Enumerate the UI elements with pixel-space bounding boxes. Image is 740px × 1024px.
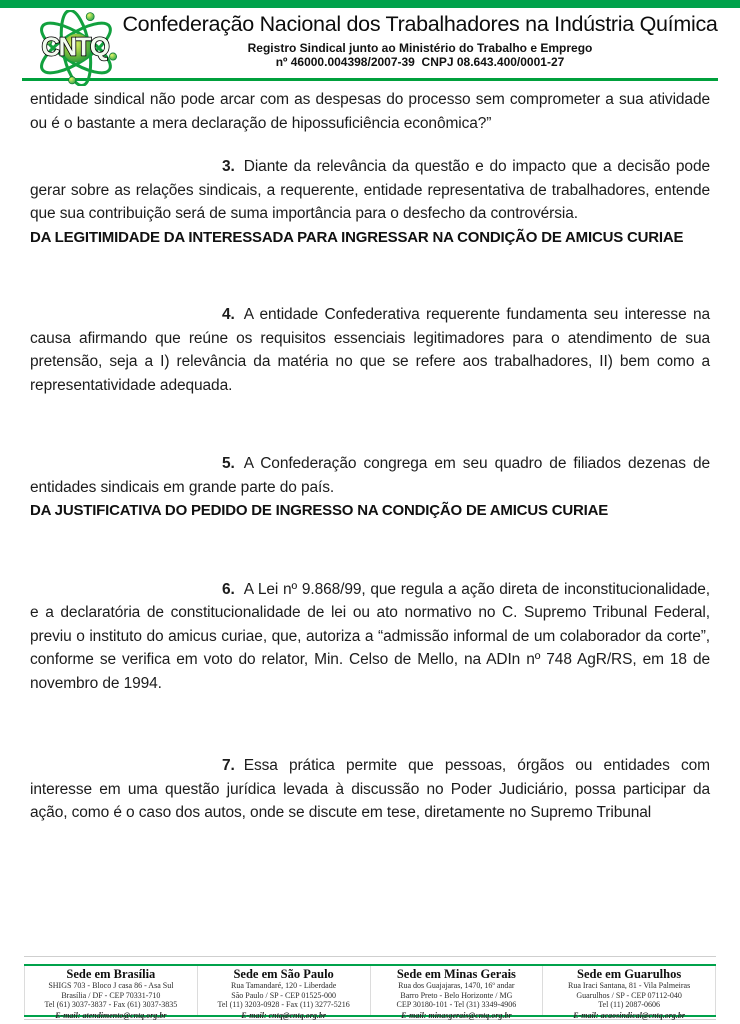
paragraph-number: 7. <box>222 757 235 774</box>
office-address-line: Barro Preto - Belo Horizonte / MG <box>400 990 513 1000</box>
paragraph-text: A entidade Confederativa requerente fundamenta seu interesse na causa afirmando que reúne os requisitos essenciais legitimadores para o atendimento de sua pretensão, seja a I) relevância da matéria no que se refere aos trabalhadores, II) bem como a representatividade adequada. <box>30 306 710 394</box>
paragraph-number: 5. <box>222 455 235 472</box>
office-address-line: Rua Iraci Santana, 81 - Vila Palmeiras <box>568 981 691 990</box>
office-phone-line: Tel (11) 2087-0606 <box>598 1000 661 1009</box>
paragraph-5 <box>30 452 710 499</box>
document-body <box>30 88 710 825</box>
paragraph-text: A Confederação congrega em seu quadro de filiados dezenas de entidades sindicais em grande parte do país. <box>30 455 710 496</box>
office-sao-paulo <box>197 966 370 1020</box>
paragraph-number: 6. <box>222 580 235 598</box>
office-address-line: Brasília / DF - CEP 70331-710 <box>61 990 161 1000</box>
paragraph-4 <box>30 303 710 397</box>
office-columns <box>24 966 716 1020</box>
section-heading-legitimidade: DA LEGITIMIDADE DA INTERESSADA PARA INGRESSAR NA CONDIÇÃO DE AMICUS CURIAE <box>30 228 684 246</box>
paragraph-3 <box>30 155 710 226</box>
letterhead <box>0 8 740 79</box>
office-address-line: Guarulhos / SP - CEP 07112-040 <box>576 990 682 1000</box>
office-brasilia <box>24 966 197 1020</box>
cntq-atom-logo-icon <box>26 10 124 86</box>
paragraph-text: Diante da relevância da questão e do impacto que a decisão pode gerar sobre as relações sindicais, a requerente, entidade representativa de trabalhadores, entende que sua contribuição será de suma importância para o desfecho da controvérsia. <box>30 158 710 222</box>
registry-line-2: nº 46000.004398/2007-39 CNPJ 08.643.400/0001-27 <box>275 54 565 69</box>
registry-line-1: Registro Sindical junto ao Ministério do Trabalho e Emprego <box>247 41 593 55</box>
office-address-line: Rua Tamandaré, 120 - Liberdade <box>231 981 337 990</box>
office-phone-line: Tel (11) 3203-0928 - Fax (11) 3277-5216 <box>217 1000 350 1009</box>
paragraph-7 <box>30 754 710 825</box>
top-green-bar <box>0 0 740 8</box>
office-address-line: SHIGS 703 - Bloco J casa 86 - Asa Sul <box>48 981 174 990</box>
office-email: E-mail: cntq@cntq.org.br <box>241 1010 326 1020</box>
office-guarulhos <box>542 966 716 1020</box>
logo-acronym-text: CNTQ <box>41 33 109 62</box>
footer-top-hairline <box>24 956 716 957</box>
paragraph-text: Essa prática permite que pessoas, órgãos ou entidades com interesse em uma questão jurídica levada à discussão no Poder Judiciário, possa participar da ação, como é o caso dos autos, onde se discute em tese, diretamente no Supremo Tribunal <box>30 757 710 821</box>
organization-name: Confederação Nacional dos Trabalhadores na Indústria Química <box>122 12 718 36</box>
letterhead-titles <box>105 12 735 69</box>
paragraph-continuation <box>30 88 710 135</box>
office-title: Sede em São Paulo <box>233 967 334 981</box>
office-address-line: Rua dos Guajajaras, 1470, 16º andar <box>398 981 515 990</box>
registry-info <box>105 42 735 69</box>
office-title: Sede em Brasília <box>66 967 156 981</box>
paragraph-number: 4. <box>222 306 235 323</box>
office-title: Sede em Minas Gerais <box>396 967 516 981</box>
paragraph-text: entidade sindical não pode arcar com as despesas do processo sem comprometer a sua atividade ou é o bastante a mera declaração de hipossuficiência econômica?” <box>30 91 710 132</box>
office-email: E-mail: acaosindical@cntq.org.br <box>573 1010 686 1020</box>
office-email: E-mail: atendimento@cntq.org.br <box>55 1010 167 1020</box>
letterhead-footer <box>24 956 716 1020</box>
office-address-line: São Paulo / SP - CEP 01525-000 <box>231 990 336 1000</box>
paragraph-text: A Lei nº 9.868/99, que regula a ação direta de inconstitucionalidade, e a declaratória de constitucionalidade de lei ou ato normativo no C. Supremo Tribunal Federal, previu o instituto do amicus curiae, que, autoriza a “admissão informal de um colaborador da corte”, conforme se verifica em voto do relator, Min. Celso de Mello, na ADIn nº 748 AgR/RS, em 18 de novembro de 1994. <box>30 580 710 692</box>
office-title: Sede em Guarulhos <box>577 967 682 981</box>
office-phone-line: CEP 30180-101 - Tel (31) 3349-4906 <box>396 1000 517 1009</box>
office-phone-line: Tel (61) 3037-3837 - Fax (61) 3037-3835 <box>44 1000 178 1009</box>
office-email: E-mail: minasgerais@cntq.org.br <box>401 1010 512 1020</box>
section-heading-justificativa: DA JUSTIFICATIVA DO PEDIDO DE INGRESSO NA CONDIÇÃO DE AMICUS CURIAE <box>30 502 609 519</box>
header-divider-rule <box>22 78 718 81</box>
paragraph-number: 3. <box>222 158 235 175</box>
paragraph-6 <box>30 578 710 696</box>
office-minas-gerais <box>370 966 543 1020</box>
